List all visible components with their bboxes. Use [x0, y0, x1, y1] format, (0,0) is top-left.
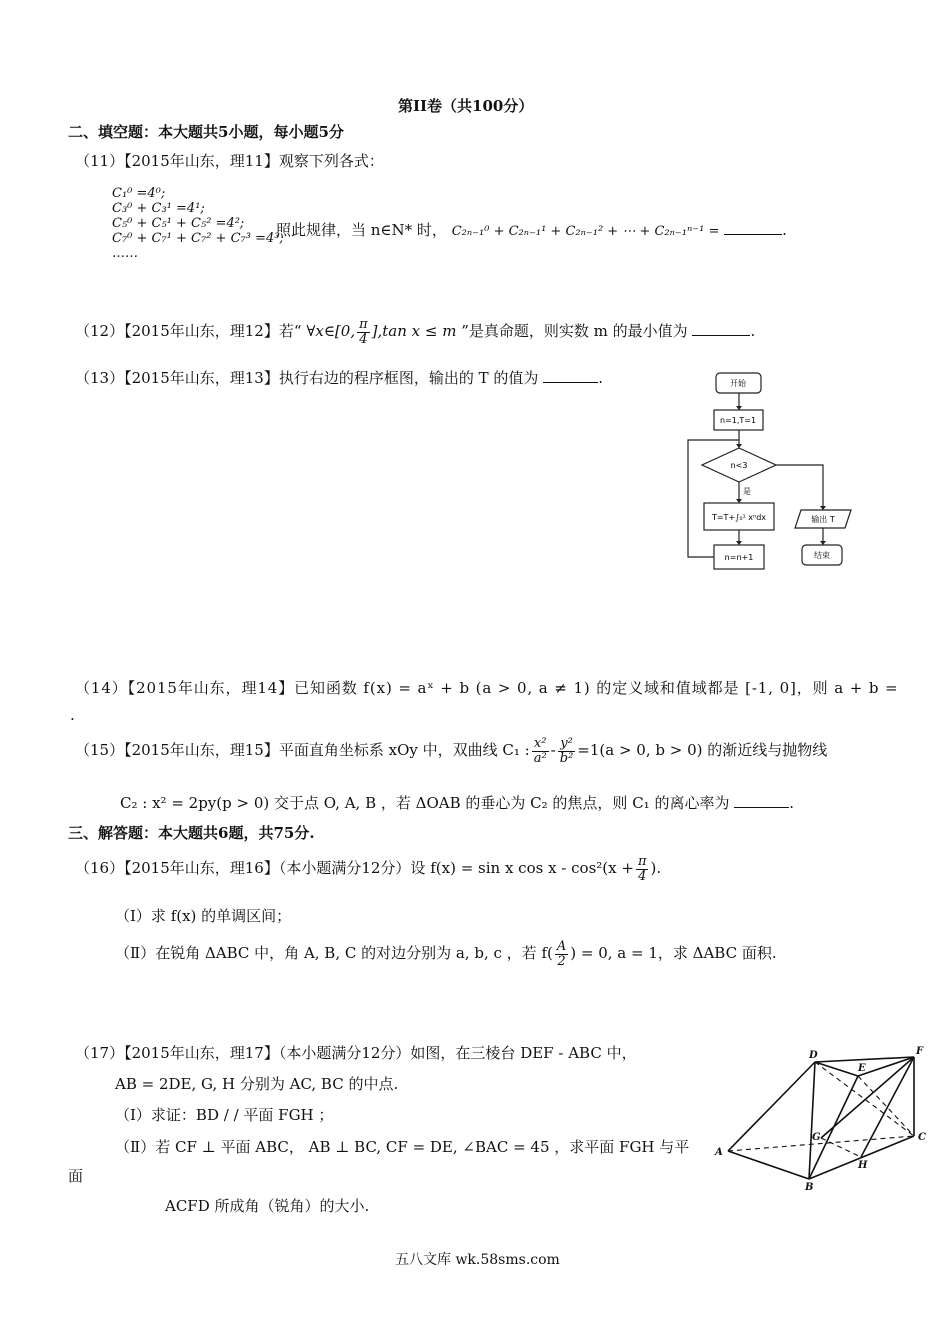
- q16-frac-den: 4: [638, 868, 647, 884]
- q11-line: C₁⁰ =4⁰;: [112, 186, 166, 201]
- q12-answer-blank: [692, 321, 750, 336]
- q14-end: .: [70, 706, 75, 724]
- q12-end: .: [750, 322, 756, 341]
- q16-stem: [75, 855, 661, 883]
- q17-part2: （Ⅱ）若 CF ⊥ 平面 ABC， AB ⊥ BC, CF = DE, ∠BAC = 45 ，求平面 FGH 与平: [115, 1138, 690, 1156]
- flowchart-end-label: 结束: [814, 551, 830, 560]
- q14-text: （14）【2015年山东，理14】已知函数 f(x) = aˣ + b (a > 0, a ≠ 1) 的定义域和值域都是 [-1, 0]，则 a + b =: [75, 679, 899, 697]
- q11-examples: [112, 186, 284, 261]
- q17-part2-wrap: 面: [68, 1167, 84, 1185]
- q15-suffix: =1(a > 0, b > 0) 的渐近线与抛物线: [577, 741, 828, 760]
- q15-fy-den: b²: [559, 750, 574, 766]
- section-heading-fill-in: 二、填空题：本大题共5小题，每小题5分: [68, 123, 344, 141]
- q17-part1: （Ⅰ）求证：BD / / 平面 FGH ；: [115, 1106, 334, 1124]
- q12-suffix: ”是真命题，则实数 m 的最小值为: [461, 322, 688, 341]
- q11-expression: C₂ₙ₋₁⁰ + C₂ₙ₋₁¹ + C₂ₙ₋₁² + ⋯ + C₂ₙ₋₁ⁿ⁻¹ =: [451, 224, 720, 239]
- q15-fraction-y: [558, 737, 576, 765]
- q16-suffix: ).: [650, 859, 662, 878]
- q15-fx-num: x²: [532, 737, 549, 752]
- q11-line: ……: [112, 246, 138, 261]
- q16-part1: （Ⅰ）求 f(x) 的单调区间；: [115, 907, 292, 925]
- q12-frac-num: π: [359, 317, 368, 332]
- q12-prefix: （12）【2015年山东，理12】若“: [75, 322, 302, 341]
- flowchart-yes-label: 是: [743, 487, 751, 496]
- q11-rule: [276, 219, 787, 240]
- q16-part2-prefix: （Ⅱ）在锐角 ΔABC 中，角 A, B, C 的对边分别为 a, b, c ，若 f(: [115, 944, 553, 963]
- figure-label-D: D: [809, 1050, 818, 1061]
- q15-fx-den: a²: [533, 750, 547, 766]
- q11-end: .: [782, 221, 787, 239]
- flowchart-init-label: n=1,T=1: [719, 416, 757, 425]
- q11-line: C₅⁰ + C₅¹ + C₅² =4²;: [112, 216, 245, 231]
- section-heading-solve: 三、解答题：本大题共6题，共75分.: [68, 824, 315, 842]
- figure-label-A: A: [715, 1147, 723, 1158]
- q15-answer-blank: [734, 793, 789, 808]
- q12: [75, 318, 755, 346]
- figure-label-C: C: [918, 1132, 926, 1143]
- q15-line2: [120, 792, 794, 813]
- q13-end: .: [598, 369, 603, 387]
- footer-watermark: 五八文库 wk.58sms.com: [395, 1252, 560, 1268]
- q16-frac-num: π: [637, 854, 647, 869]
- q13-answer-blank: [543, 368, 598, 383]
- q16-part2-fraction: [555, 940, 568, 968]
- q11-line: C₇⁰ + C₇¹ + C₇² + C₇³ =4³;: [112, 231, 284, 246]
- q15-line2-text: C₂ : x² = 2py(p > 0) 交于点 O, A, B ，若 ΔOAB 的垂心为 C₂ 的焦点，则 C₁ 的离心率为: [120, 794, 730, 812]
- q15-prefix: （15）【2015年山东，理15】平面直角坐标系 xOy 中，双曲线 C₁ :: [75, 741, 530, 760]
- figure-label-G: G: [812, 1132, 821, 1143]
- figure-label-E: E: [858, 1063, 866, 1074]
- q16-p2-den: 2: [557, 953, 566, 969]
- q15-fraction-x: [532, 737, 549, 765]
- q16-prefix: （16）【2015年山东，理16】（本小题满分12分）设 f(x) = sin x cos x - cos²(x +: [75, 859, 634, 878]
- frustum-figure: [708, 1040, 938, 1190]
- q15-line1: [75, 737, 827, 765]
- q12-cond-b: ],tan x ≤ m: [371, 322, 457, 341]
- flowchart-output-label: 输出 T: [811, 515, 835, 524]
- q12-frac-den: 4: [359, 331, 368, 347]
- q11-line: C₃⁰ + C₃¹ =4¹;: [112, 201, 205, 216]
- q15-fy-num: y²: [558, 737, 576, 752]
- q13: [75, 367, 603, 388]
- flowchart-start-label: 开始: [730, 379, 746, 388]
- figure-label-F: F: [916, 1046, 924, 1057]
- q16-part2-suffix: ) = 0, a = 1，求 ΔABC 面积.: [570, 944, 777, 963]
- q12-fraction: [357, 318, 370, 346]
- q11-rule-text: 照此规律，当 n∈N* 时，: [276, 221, 447, 239]
- q15-end: .: [789, 794, 795, 812]
- flowchart-increment-label: n=n+1: [724, 553, 754, 562]
- flowchart-condition-label: n<3: [730, 461, 748, 470]
- q16-fraction: [636, 855, 649, 883]
- q16-p2-num: A: [556, 939, 567, 954]
- figure-label-B: B: [805, 1182, 814, 1190]
- q17-line2: AB = 2DE, G, H 分别为 AC, BC 的中点.: [115, 1075, 399, 1093]
- q15-minus: -: [550, 741, 556, 760]
- flowchart: [680, 370, 870, 585]
- q11-answer-blank: [724, 220, 782, 235]
- q11-prefix: （11）【2015年山东，理11】观察下列各式：: [75, 152, 384, 170]
- figure-label-H: H: [858, 1160, 868, 1171]
- flowchart-body-label: T=T+∫₀¹ xⁿdx: [711, 513, 767, 522]
- q16-part2: [115, 940, 777, 968]
- q17-part3: ACFD 所成角（锐角）的大小.: [165, 1197, 370, 1215]
- page-title: 第II卷（共100分）: [398, 97, 534, 115]
- q13-text: （13）【2015年山东，理13】执行右边的程序框图，输出的 T 的值为: [75, 369, 539, 387]
- q17-line1: （17）【2015年山东，理17】（本小题满分12分）如图，在三棱台 DEF - ABC 中，: [75, 1044, 637, 1062]
- q12-cond-a: ∀x∈[0,: [306, 322, 356, 341]
